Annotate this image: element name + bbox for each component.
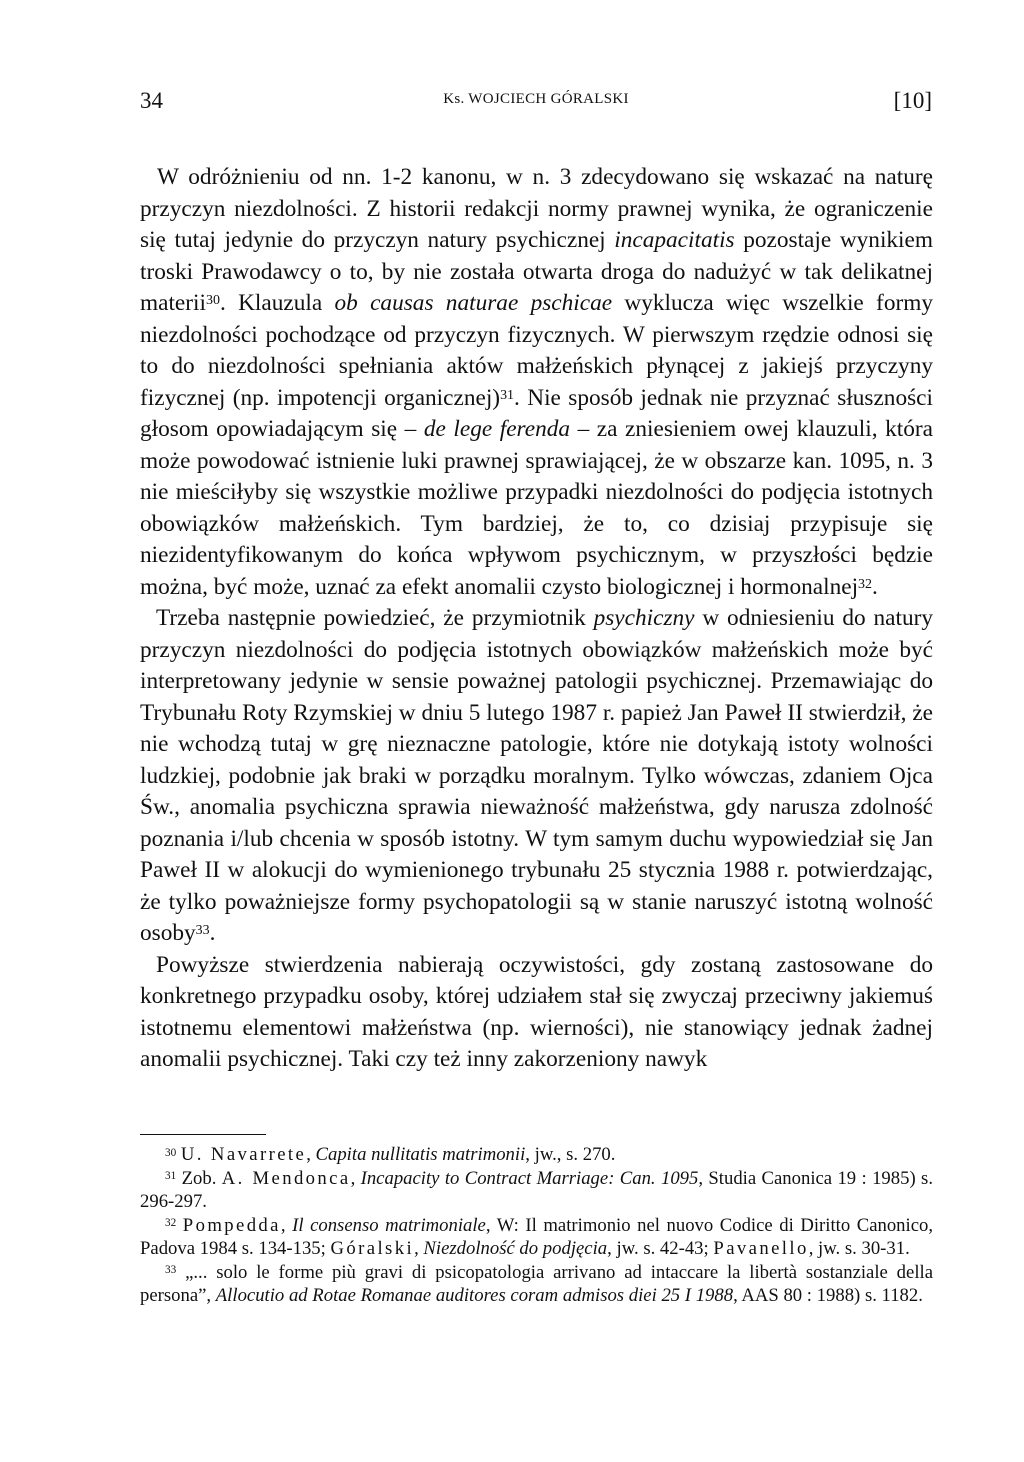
text-run: . bbox=[209, 920, 216, 946]
text-run: . Nie sposób jednak nie przyznać słuszności głosom opowiadającym się – bbox=[140, 384, 933, 442]
footnote-title: Il consenso matrimoniale bbox=[292, 1214, 486, 1236]
text-run: Trzeba następnie powiedzieć, że przymiotnik bbox=[156, 605, 594, 631]
running-head-author: Ks. WOJCIECH GÓRALSKI bbox=[443, 91, 629, 107]
footnotes bbox=[140, 1143, 933, 1308]
footnote-33 bbox=[140, 1261, 933, 1308]
italic-term: ob causas naturae pschicae bbox=[334, 290, 613, 316]
footnote-author: Pompedda bbox=[182, 1214, 281, 1236]
text-run: , jw. s. 42-43; bbox=[607, 1238, 714, 1259]
text-run: , bbox=[414, 1238, 424, 1259]
footnote-title: Incapacity to Contract Marriage: Can. 1095 bbox=[360, 1167, 699, 1189]
paragraph-2 bbox=[140, 603, 933, 950]
italic-term: psychiczny bbox=[593, 605, 695, 631]
footnote-31 bbox=[140, 1167, 933, 1214]
section-marker: [10] bbox=[893, 88, 932, 113]
page-header bbox=[140, 88, 932, 124]
text-run: Powyższe stwierdzenia nabierają oczywistości, gdy zostaną zastosowane do konkretnego przypadku osoby, której udziałem stał się zwyczaj przeciwny jakiemuś istotnemu elementowi małżeństwa (np. wierności), nie stanowiący jednak żadnej anomalii psychicznej. Taki czy też inny zakorzeniony nawyk bbox=[140, 951, 933, 1072]
footnote-30 bbox=[140, 1143, 933, 1167]
footnote-author: Góralski bbox=[330, 1238, 415, 1259]
text-run: , bbox=[280, 1214, 293, 1236]
text-run: W odróżnieniu od nn. 1-2 kanonu, w n. 3 zdecydowano się wskazać na naturę przyczyn niezdolności. Z historii redakcji normy prawnej wynika, że ograniczenie się tutaj jedynie do przyczyn natury psychicznej bbox=[140, 164, 933, 253]
footnote-title: Allocutio ad Rotae Romanae auditores coram admisos diei 25 I 1988 bbox=[215, 1285, 734, 1306]
text-run: , bbox=[350, 1167, 361, 1189]
footnote-number: 32 bbox=[165, 1217, 177, 1230]
footnote-divider bbox=[140, 1134, 266, 1135]
footnote-ref-33: 33 bbox=[195, 923, 210, 939]
footnote-title: Capita nullitatis matrimonii bbox=[315, 1144, 526, 1165]
text-run: , W: Il matrimonio nel nuovo Codice di Diritto Canonico, Padova 1984 s. 134-135; bbox=[140, 1214, 934, 1259]
footnote-number: 31 bbox=[165, 1170, 177, 1183]
paragraph-3 bbox=[140, 950, 933, 1076]
text-run: . Klauzula bbox=[219, 290, 335, 316]
italic-term: incapacitatis bbox=[614, 227, 735, 253]
footnote-32 bbox=[140, 1214, 933, 1261]
footnote-ref-32: 32 bbox=[858, 576, 873, 592]
text-run: , AAS 80 : 1988) s. 1182. bbox=[733, 1285, 923, 1306]
footnote-author: U. Navarrete bbox=[180, 1144, 307, 1165]
text-run: w odniesieniu do natury przyczyn niezdolności do podjęcia istotnych obowiązków małżeńskich może być interpretowany jedynie w sensie poważnej patologii psychicznej. Przemawiając do Trybunału Roty Rzymskiej w dniu 5 lutego 1987 r. papież Jan Paweł II stwierdził, że nie wchodzą tutaj w grę nieznaczne patologie, które nie dotykają istoty wolności ludzkiej, podobnie jak braki w porządku moralnym. Tylko wówczas, zdaniem Ojca Św., anomalia psychiczna sprawia nieważność małżeństwa, gdy narusza zdolność poznania i/lub chcenia w sposób istotny. W tym samym duchu wypowiedział się Jan Paweł II w alokucji do wymienionego trybunału 25 stycznia 1988 r. potwierdzając, że tylko poważniejsze formy psychopatologii są w stanie naruszyć istotną wolność osoby bbox=[140, 605, 934, 946]
text-run: wyklucza więc wszelkie formy niezdolności pochodzące od przyczyn fizycznych. W pierwszym rzędzie odnosi się to do niezdolności spełniania aktów małżeńskich płynącej z jakiejś przyczyny fizycznej (np. impotencji organicznej) bbox=[140, 290, 933, 411]
footnote-number: 33 bbox=[165, 1264, 177, 1277]
footnote-ref-31: 31 bbox=[500, 387, 515, 403]
text-run: Zob. bbox=[181, 1167, 222, 1189]
page-number: 34 bbox=[140, 88, 163, 113]
text-run: – za zniesieniem owej klauzuli, która może powodować istnienie luki prawnej sprawiającej, że w obszarze kan. 1095, n. 3 nie mieściłyby się wszystkie możliwe przypadki niezdolności do podjęcia istotnych obowiązków małżeńskich. Tym bardziej, że to, co dzisiaj przypisuje się niezidentyfikowanym do końca wpływom psychicznym, w przyszłości będzie można, być może, uznać za efekt anomalii czysto biologicznej i hormonalnej bbox=[140, 416, 933, 600]
footnote-title: Niezdolność do podjęcia bbox=[423, 1238, 608, 1259]
italic-term: de lege ferenda bbox=[423, 416, 571, 442]
text-run: „... solo le forme più gravi di psicopatologia arrivano ad intaccare la libertà sostanziale della persona”, bbox=[140, 1261, 933, 1306]
paragraph-1 bbox=[140, 162, 933, 603]
text-run: , jw. s. 30-31. bbox=[808, 1238, 910, 1259]
text-run: , bbox=[306, 1144, 316, 1165]
text-run: pozostaje wynikiem troski Prawodawcy o to, by nie została otwarta droga do nadużyć w tak delikatnej materii bbox=[140, 227, 933, 316]
text-run: , jw., s. 270. bbox=[525, 1144, 616, 1165]
footnote-number: 30 bbox=[165, 1146, 177, 1159]
text-run: . bbox=[872, 573, 878, 600]
footnote-author: A. Mendonca bbox=[221, 1167, 351, 1189]
footnote-author: Pavanello bbox=[713, 1238, 809, 1259]
text-run: , Studia Canonica 19 : 1985) s. 296-297. bbox=[140, 1167, 933, 1212]
main-text bbox=[140, 162, 933, 1076]
footnote-ref-30: 30 bbox=[205, 293, 220, 309]
